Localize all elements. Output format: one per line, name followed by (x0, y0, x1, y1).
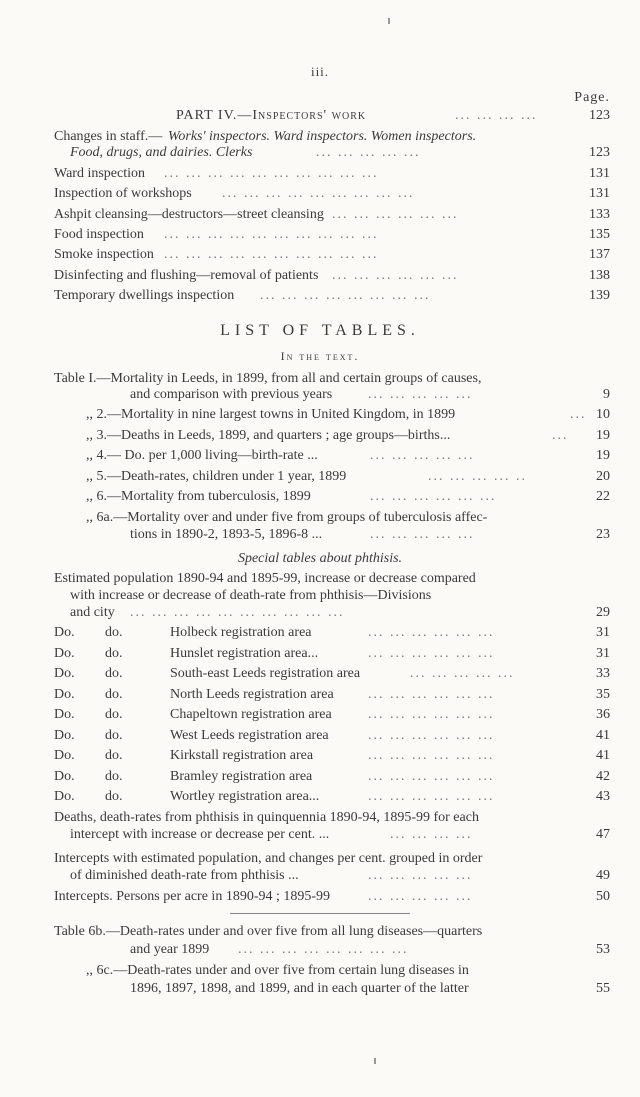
page-number: iii. (310, 64, 330, 79)
page-column-header: Page. (574, 90, 610, 105)
special-tables-heading: Special tables about phthisis. (237, 551, 403, 566)
paper-speck (374, 1058, 376, 1064)
book-page: iii. Page. PART IV.—Inspectors' work ... ... ... ... 123 Changes in staff.— Works' inspectors. Ward inspectors. Women inspectors. Food, drugs, and dairies. Clerks ... ... ... ... ... 123 Ward inspection ... ... ... ... ... ... ... ... ... ... 131 Inspection of workshops ... ... ... ... ... ... ... ... ... 131 Ashpit cleansing—destructors—street cleansing ... ... ... ... ... ... 133 Food inspection ... ... ... ... ... ... ... ... ... ... 135 Smoke inspection ... ... ... ... ... ... ... ... ... ... 137 Disinfecting and flushing—removal of patients ... ... ... ... ... ... 138 Temporary dwellings inspection ... ... ... ... ... ... ... ... 139 LIST OF TABLES. In the text. Table I.—Mortality in Leeds, in 1899, from all and certain groups of causes, and comparison with previous years ... ... ... ... ... 9 ,, 2.—Mortality in nine largest towns in United Kingdom, in 1899 ... 10 ,, 3.—Deaths in Leeds, 1899, and quarters ; age groups—births... ... 19 ,, 4.— Do. per 1,000 living—birth-rate ... ... ... ... ... ... 19 ,, 5.—Death-rates, children under 1 year, 1899 ... ... ... ... .. 20 ,, 6.—Mortality from tuberculosis, 1899 ... ... ... ... ... ... 22 ,, 6a.—Mortality over and under five from groups of tuberculosis affec- tions in 1890-2, 1893-5, 1896-8 ... ... ... ... ... ... 23 Special tables about phthisis. Estimated population 1890-94 and 1895-99, increase or decrease compared with increase or decrease of death-rate from phthisis—Divisions and city ... ... ... ... ... ... ... ... ... ... 29 Do. do. Holbeck registration area ... ... ... ... ... ... 31 Do. do. Hunslet registration area... ... ... ... ... ... ... 31 Do. do. South-east Leeds registration area ... ... ... ... ... 33 Do. do. North Leeds registration area ... ... ... ... ... ... 35 Do. do. Chapeltown registration area ... ... ... ... ... ... 36 Do. do. West Leeds registration area ... ... ... ... ... ... 41 Do. do. Kirkstall registration area ... ... ... ... ... ... 41 Do. do. Bramley registration area ... ... ... ... ... ... 42 Do. do. Wortley registration area... ... ... ... ... ... ... 43 Deaths, death-rates from phthisis in quinquennia 1890-94, 1895-99 for each intercept with increase or decrease per cent. ... ... ... ... ... 47 Intercepts with estimated population, and changes per cent. grouped in order of diminished death-rate from phthisis ... ... ... ... ... ... 49 Intercepts. Persons per acre in 1890-94 ; 1895-99 ... ... ... ... ... 50 Table 6b.—Death-rates under and over five from all lung diseases—quarters and year 1899 ... ... ... ... ... ... ... ... 53 ,, 6c.—Death-rates under and over five from certain lung diseases in 1896, 1897, 1898, and 1899, and in each quarter of the latter 55 (0, 0, 640, 1097)
in-the-text-subtitle: In the text. (280, 349, 360, 363)
paper-speck (388, 18, 390, 24)
section-rule (230, 913, 410, 914)
list-of-tables-title: LIST OF TABLES. (220, 322, 420, 339)
